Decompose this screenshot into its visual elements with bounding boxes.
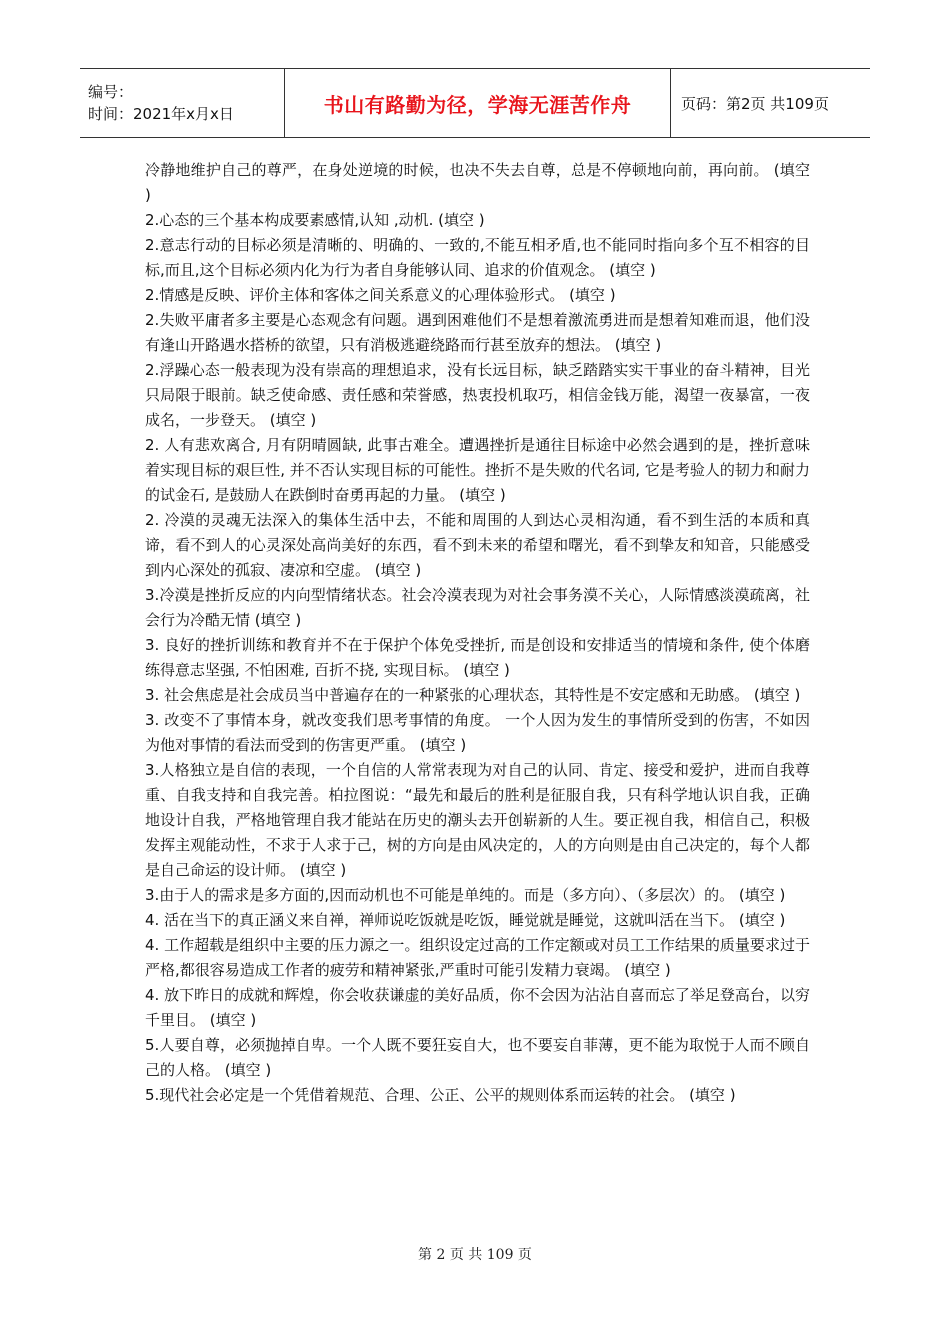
paragraph: 5.现代社会必定是一个凭借着规范、合理、公正、公平的规则体系而运转的社会。 (填空 ) <box>145 1086 736 1104</box>
page-number-label: 页码：第2页 共109页 <box>681 94 829 113</box>
paragraph: 3. 良好的挫折训练和教育并不在于保护个体免受挫折, 而是创设和安排适当的情境和条件, 使个体磨练得意志坚强, 不怕困难, 百折不挠, 实现目标。 (填空 ) <box>145 636 810 679</box>
paragraph: 2.失败平庸者多主要是心态观念有问题。遇到困难他们不是想着激流勇进而是想着知难而退，他们没有逢山开路遇水搭桥的欲望，只有消极逃避绕路而行甚至放弃的想法。 (填空 ) <box>145 311 810 354</box>
paragraph: 3.人格独立是自信的表现，一个自信的人常常表现为对自己的认同、肯定、接受和爱护，进而自我尊重、自我支持和自我完善。柏拉图说：“最先和最后的胜利是征服自我，只有科学地认识自我，正确地设计自我，严格地管理自我才能站在历史的潮头去开创崭新的人生。要正视自我，相信自己，积极发挥主观能动性，不求于人求于己，树的方向是由风决定的，人的方向则是由自己决定的，每个人都是自己命运的设计师。 (填空 ) <box>145 761 810 879</box>
document-number: 编号： <box>88 83 134 101</box>
footer-page-number: 第 2 页 共 109 页 <box>418 1247 532 1263</box>
paragraph: 5.人要自尊，必须抛掉自卑。一个人既不要狂妄自大，也不要妄自菲薄，更不能为取悦于人而不顾自己的人格。 (填空 ) <box>145 1036 810 1079</box>
header-meta <box>80 69 284 137</box>
paragraph: 2. 冷漠的灵魂无法深入的集体生活中去，不能和周围的人到达心灵相沟通，看不到生活的本质和真谛，看不到人的心灵深处高尚美好的东西，看不到未来的希望和曙光，看不到挚友和知音，只能感受到内心深处的孤寂、凄凉和空虚。 (填空 ) <box>145 511 810 579</box>
document-date: 时间：2021年x月x日 <box>88 105 234 123</box>
header-motto-cell <box>284 69 671 137</box>
paragraph: 3. 社会焦虑是社会成员当中普遍存在的一种紧张的心理状态，其特性是不安定感和无助感。 (填空 ) <box>145 686 801 704</box>
paragraph: 2.浮躁心态一般表现为没有崇高的理想追求，没有长远目标，缺乏踏踏实实干事业的奋斗精神，目光只局限于眼前。缺乏使命感、责任感和荣誉感，热衷投机取巧，相信金钱万能，渴望一夜暴富，一夜成名，一步登天。 (填空 ) <box>145 361 810 429</box>
paragraph: 2.意志行动的目标必须是清晰的、明确的、一致的,不能互相矛盾,也不能同时指向多个互不相容的目标,而且,这个目标必须内化为行为者自身能够认同、追求的价值观念。 (填空 ) <box>145 236 810 279</box>
paragraph: 2. 人有悲欢离合, 月有阴晴圆缺, 此事古难全。遭遇挫折是通往目标途中必然会遇到的是，挫折意味着实现目标的艰巨性, 并不否认实现目标的可能性。挫折不是失败的代名词, 它是考验人的韧力和耐力的试金石, 是鼓励人在跌倒时奋勇再起的力量。 (填空 ) <box>145 436 810 504</box>
paragraph: 3.由于人的需求是多方面的,因而动机也不可能是单纯的。而是（多方向）、（多层次）的。 (填空 ) <box>145 886 786 904</box>
page-footer <box>0 1244 950 1264</box>
paragraph: 4. 活在当下的真正涵义来自禅，禅师说吃饭就是吃饭，睡觉就是睡觉，这就叫活在当下。 (填空 ) <box>145 911 786 929</box>
paragraph: 4. 工作超载是组织中主要的压力源之一。组织设定过高的工作定额或对员工工作结果的质量要求过于严格,都很容易造成工作者的疲劳和精神紧张,严重时可能引发精力衰竭。 (填空 ) <box>145 936 810 979</box>
paragraph: 2.情感是反映、评价主体和客体之间关系意义的心理体验形式。 (填空 ) <box>145 286 616 304</box>
paragraph: 4. 放下昨日的成就和辉煌，你会收获谦虚的美好品质，你不会因为沾沾自喜而忘了举足登高台，以穷千里目。 (填空 ) <box>145 986 810 1029</box>
paragraph: 3.冷漠是挫折反应的内向型情绪状态。社会冷漠表现为对社会事务漠不关心，人际情感淡漠疏离，社会行为冷酷无情 (填空 ) <box>145 586 810 629</box>
paragraph: 3. 改变不了事情本身，就改变我们思考事情的角度。 一个人因为发生的事情所受到的伤害，不如因为他对事情的看法而受到的伤害更严重。 (填空 ) <box>145 711 810 754</box>
paragraph: 冷静地维护自己的尊严，在身处逆境的时候，也决不失去自尊，总是不停顿地向前，再向前。 (填空 ) <box>145 161 810 204</box>
paragraph: 2.心态的三个基本构成要素感情,认知 ,动机. (填空 ) <box>145 211 485 229</box>
header-page-cell <box>671 69 870 137</box>
page-header <box>80 68 870 138</box>
document-body <box>145 158 810 1108</box>
motto-text: 书山有路勤为径，学海无涯苦作舟 <box>323 92 632 117</box>
